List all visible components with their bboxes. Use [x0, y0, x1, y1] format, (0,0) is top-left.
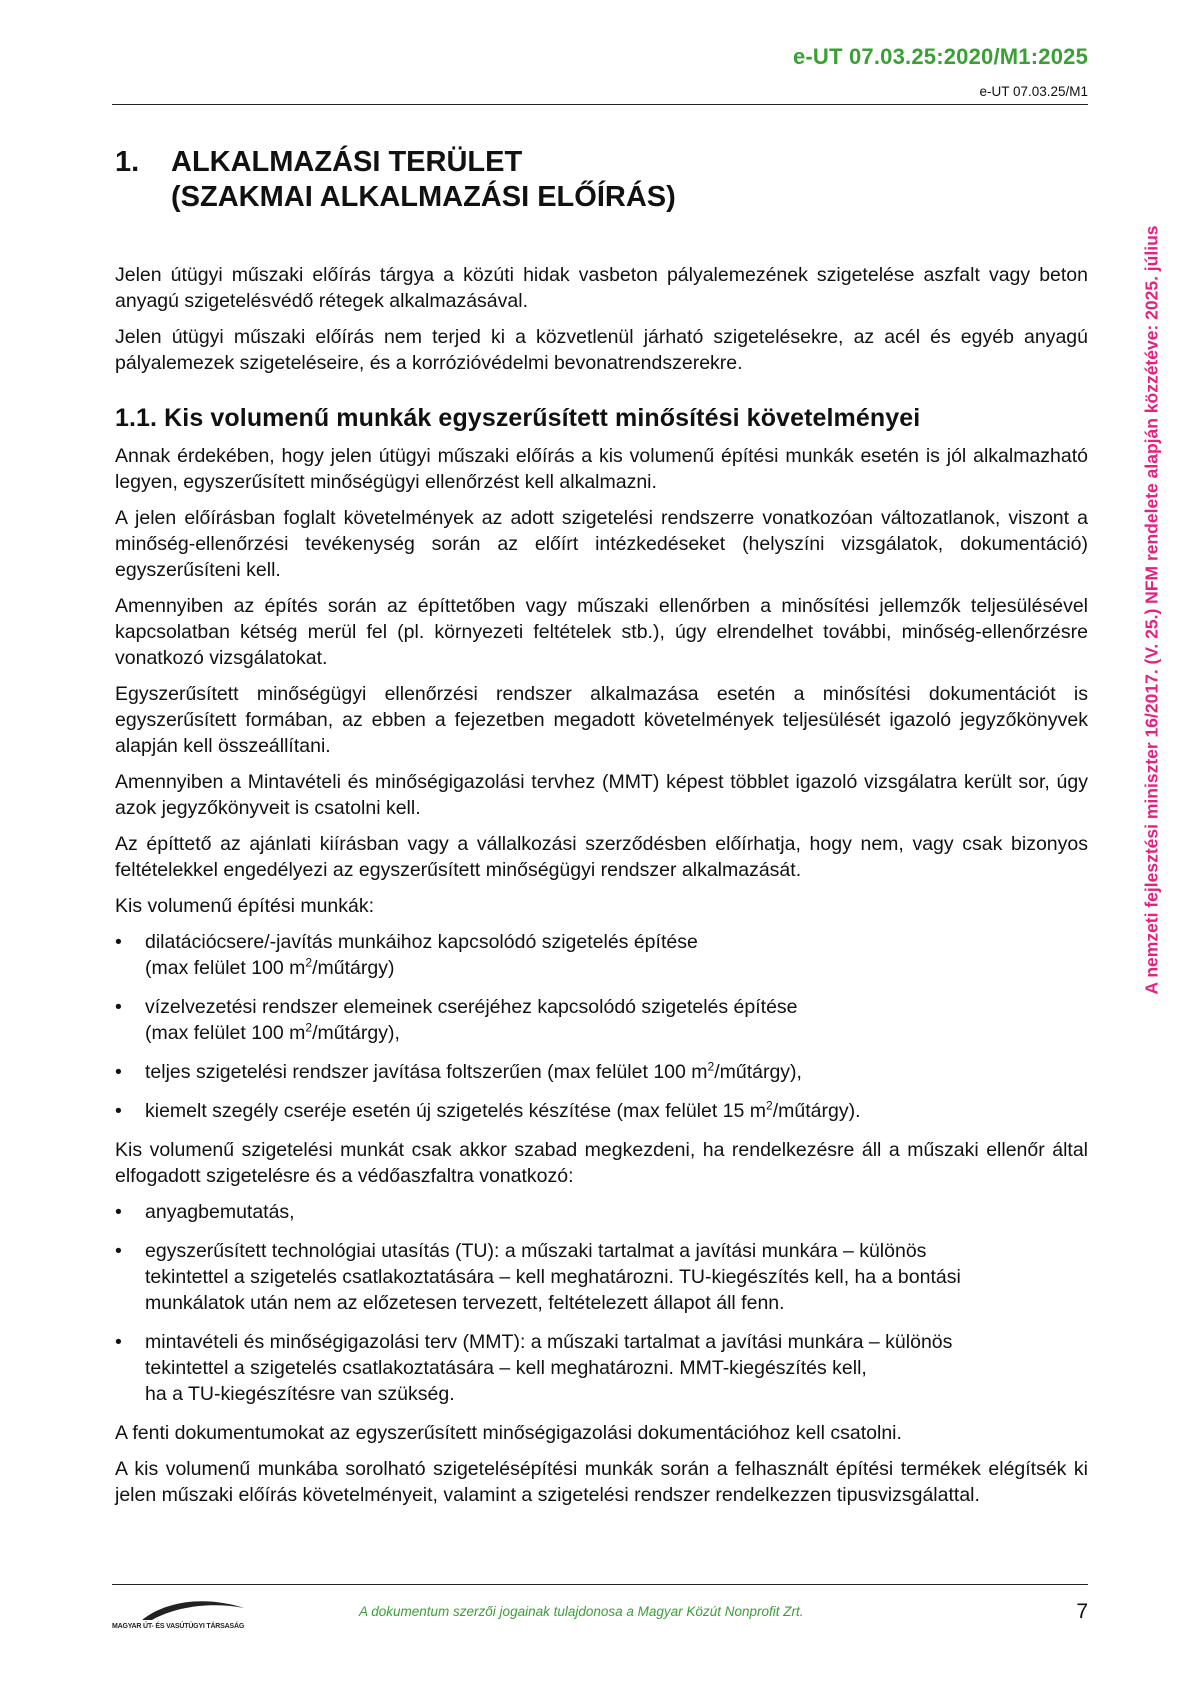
bullet-icon: • [115, 1240, 122, 1262]
list-item [115, 1199, 1088, 1225]
chapter-title-line-2: (SZAKMAI ALKALMAZÁSI ELŐÍRÁS) [171, 181, 676, 213]
paragraph: Annak érdekében, hogy jelen útügyi műszaki előírás a kis volumenű építési munkák esetén is jól alkalmazható legyen, egyszerűsített minőségügyi ellenőrzést kell alkalmazni. [115, 445, 1088, 493]
chapter-number: 1. [115, 146, 140, 178]
copyright-notice: A dokumentum szerzői jogainak tulajdonosa a Magyar Közút Nonprofit Zrt. [359, 1604, 804, 1619]
list-item-text: munkálatok után nem az előzetesen tervezett, feltételezett állapot áll fenn. [145, 1292, 785, 1314]
list-item-text: teljes szigetelési rendszer javítása foltszerűen (max felület 100 m [145, 1061, 708, 1083]
list-item-text: tekintettel a szigetelés csatlakoztatására – kell meghatározni. TU-kiegészítés kell, ha a bontási [145, 1266, 961, 1288]
paragraph: Jelen útügyi műszaki előírás tárgya a közúti hidak vasbeton pályalemezének szigetelése aszfalt vagy beton anyagú szigetelésvédő rétegek alkalmazásával. [115, 264, 1088, 312]
list-item-text: kiemelt szegély cseréje esetén új szigetelés készítése (max felület 15 m [145, 1100, 767, 1122]
list-item-text: /műtárgy) [312, 957, 395, 979]
paragraph: A jelen előírásban foglalt követelmények az adott szigetelési rendszerre vonatkozóan változatlanok, viszont a minőség-ellenőrzési tevékenység során az előírt intézkedéseket (helyszíni vizsgálatok, dokumentáció) egyszerűsíteni kell. [115, 507, 1088, 581]
society-logo [112, 1592, 272, 1632]
superscript: 2 [305, 1020, 313, 1035]
chapter-title [115, 145, 1088, 215]
paragraph: Amennyiben a Mintavételi és minőségigazolási tervhez (MMT) képest többlet igazoló vizsgálatra került sor, úgy azok jegyzőkönyveit is csatolni kell. [115, 771, 1088, 819]
section-heading: 1.1. Kis volumenű munkák egyszerűsített minősítési követelményei [115, 404, 921, 432]
work-types-list [115, 929, 1088, 1124]
list-item [115, 1329, 1088, 1407]
list-item-text: mintavételi és minőségigazolási terv (MMT): a műszaki tartalmat a javítási munkára – különös [145, 1331, 953, 1353]
list-item-text: egyszerűsített technológiai utasítás (TU): a műszaki tartalmat a javítási munkára – különös [145, 1240, 927, 1262]
superscript: 2 [766, 1098, 773, 1113]
list-item-text: /műtárgy). [772, 1100, 861, 1122]
chapter-title-line-1: ALKALMAZÁSI TERÜLET [171, 146, 523, 178]
list-item-text: /műtárgy), [714, 1061, 802, 1083]
logo-text: MAGYAR ÚT- ÉS VASÚTÜGYI TÁRSASÁG [112, 1623, 245, 1630]
superscript: 2 [305, 955, 313, 970]
bullet-icon: • [115, 1100, 122, 1122]
paragraph: Jelen útügyi műszaki előírás nem terjed ki a közvetlenül járható szigetelésekre, az acél és egyéb anyagú pályalemezek szigeteléseire, és a korrózióvédelmi bevonatrendszerekre. [115, 326, 1088, 374]
list-item-text: tekintettel a szigetelés csatlakoztatására – kell meghatározni. MMT-kiegészítés kell, [145, 1357, 867, 1379]
document-code: e-UT 07.03.25:2020/M1:2025 [792, 44, 1088, 69]
footer-divider [112, 1584, 1088, 1585]
list-item [115, 929, 1088, 981]
list-item-text: dilatációcsere/-javítás munkáihoz kapcsolódó szigetelés építése [145, 931, 698, 953]
page-number: 7 [1076, 1600, 1088, 1623]
bullet-icon: • [115, 996, 122, 1018]
page-content [115, 145, 1088, 1508]
paragraph: A fenti dokumentumokat az egyszerűsített minőségigazolási dokumentációhoz kell csatolni. [115, 1422, 902, 1444]
list-item [115, 1238, 1088, 1316]
paragraph: Az építtető az ajánlati kiírásban vagy a vállalkozási szerződésben előírhatja, hogy nem, vagy csak bizonyos feltételekkel engedélyezi az egyszerűsített minőségügyi rendszer alkalmazását. [115, 833, 1088, 881]
paragraph: Amennyiben az építés során az építtetőben vagy műszaki ellenőrben a minősítési jellemzők teljesülésével kapcsolatban kétség merül fel (pl. környezeti feltételek stb.), úgy elrendelhet további, minőség-ellenőrzésre vonatkozó vizsgálatokat. [115, 595, 1088, 669]
list-item-text: /műtárgy), [312, 1022, 400, 1044]
paragraph: Egyszerűsített minőségügyi ellenőrzési rendszer alkalmazása esetén a minősítési dokumentációt is egyszerűsített formában, az ebben a fejezetben megadott követelmények teljesülését igazoló jegyzőkönyvek alapján kell összeállítani. [115, 683, 1088, 757]
document-code-short: e-UT 07.03.25/M1 [979, 84, 1088, 99]
list-intro: Kis volumenű építési munkák: [115, 895, 375, 917]
paragraph: A kis volumenű munkába sorolható szigetelésépítési munkák során a felhasznált építési termékek elégítsék ki jelen műszaki előírás követelményeit, valamint a szigetelési rendszer rendelkezzen tipusvizsgálattal. [115, 1458, 1088, 1506]
bullet-icon: • [115, 1331, 122, 1353]
bullet-icon: • [115, 1201, 122, 1223]
header-divider [112, 104, 1088, 105]
bullet-icon: • [115, 931, 122, 953]
list-item-text: (max felület 100 m [145, 1022, 306, 1044]
list-item [115, 1059, 1088, 1085]
list-item-text: (max felület 100 m [145, 957, 306, 979]
list-item [115, 994, 1088, 1046]
list-item-text: vízelvezetési rendszer elemeinek cseréjéhez kapcsolódó szigetelés építése [145, 996, 798, 1018]
bullet-icon: • [115, 1061, 122, 1083]
required-documents-list [115, 1199, 1088, 1407]
list-item [115, 1098, 1088, 1124]
paragraph: Kis volumenű szigetelési munkát csak akkor szabad megkezdeni, ha rendelkezésre áll a műszaki ellenőr által elfogadott szigetelésre és a védőaszfaltra vonatkozó: [115, 1139, 1088, 1187]
publication-note: A nemzeti fejlesztési miniszter 16/2017. (V. 25.) NFM rendelete alapján közzétéve: 2025. július [1141, 225, 1162, 995]
list-item-text: anyagbemutatás, [145, 1201, 295, 1223]
superscript: 2 [707, 1059, 715, 1074]
list-item-text: ha a TU-kiegészítésre van szükség. [145, 1383, 455, 1405]
